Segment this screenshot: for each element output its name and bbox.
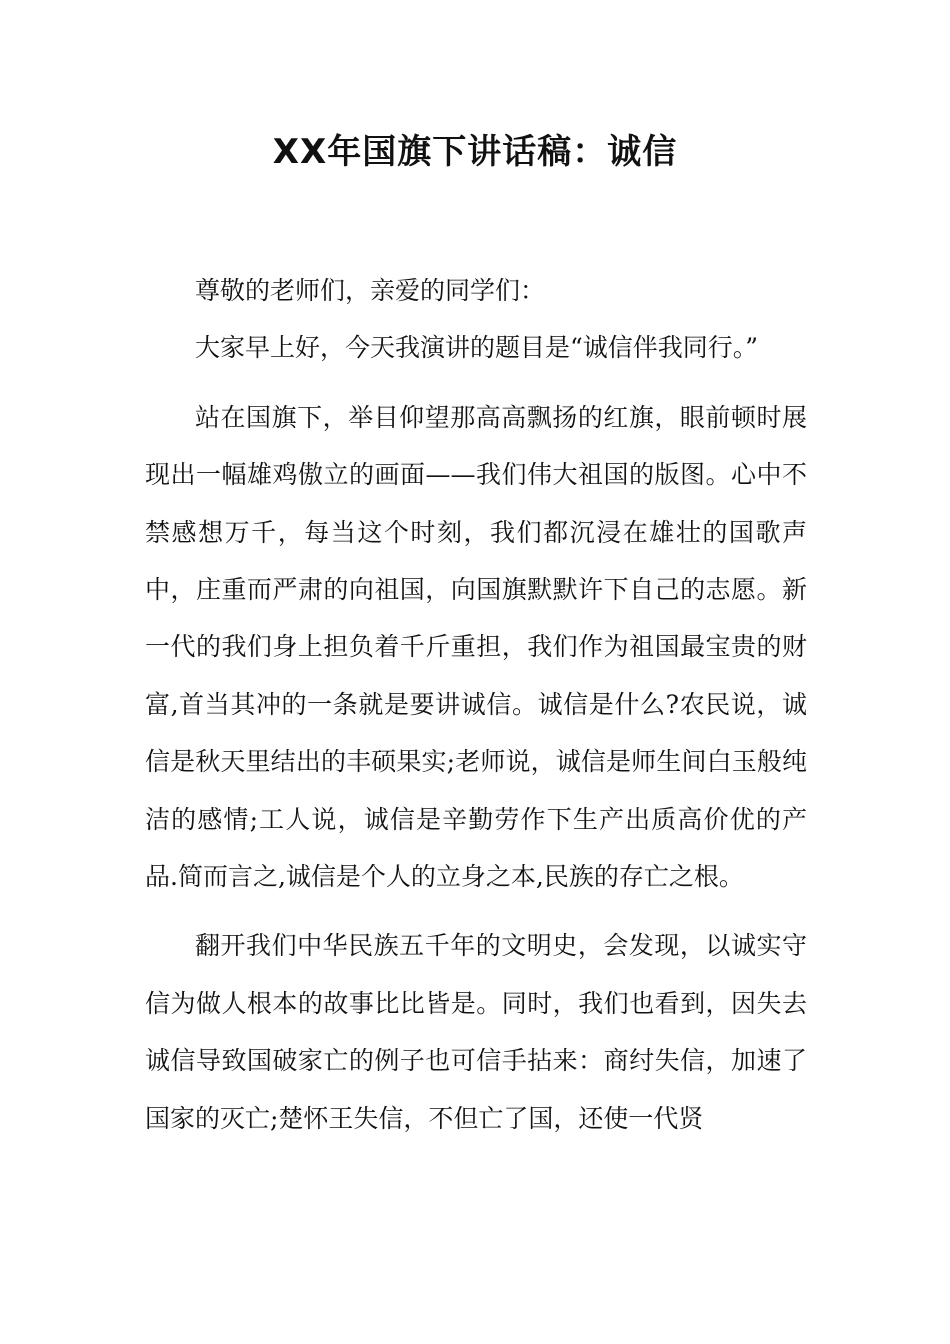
- paragraph-history: 翻开我们中华民族五千年的文明史，会发现，以诚实守信为做人根本的故事比比皆是。同时，我们也看到，因失去诚信导致国破家亡的例子也可信手拈来：商纣失信，加速了国家的灭亡;楚怀王失信，不但亡了国，还使一代贤: [145, 931, 807, 1133]
- paragraph-flag: 站在国旗下，举目仰望那高高飘扬的红旗，眼前顿时展现出一幅雄鸡傲立的画面——我们伟大祖国的版图。心中不禁感想万千，每当这个时刻，我们都沉浸在雄壮的国歌声中，庄重而严肃的向祖国，向国旗默默许下自己的志愿。新一代的我们身上担负着千斤重担，我们作为祖国最宝贵的财富,首当其冲的一条就是要讲诚信。诚信是什么?农民说，诚信是秋天里结出的丰硕果实;老师说，诚信是师生间白玉般纯洁的感情;工人说，诚信是辛勤劳作下生产出质高价优的产品.简而言之,诚信是个人的立身之本,民族的存亡之根。: [145, 402, 807, 892]
- document-body: [145, 262, 807, 1147]
- document-title: XX年国旗下讲话稿：诚信: [272, 132, 678, 172]
- paragraph-opening: 大家早上好，今天我演讲的题目是“诚信伴我同行。”: [195, 333, 759, 363]
- paragraph-greeting: 尊敬的老师们，亲爱的同学们：: [195, 276, 546, 305]
